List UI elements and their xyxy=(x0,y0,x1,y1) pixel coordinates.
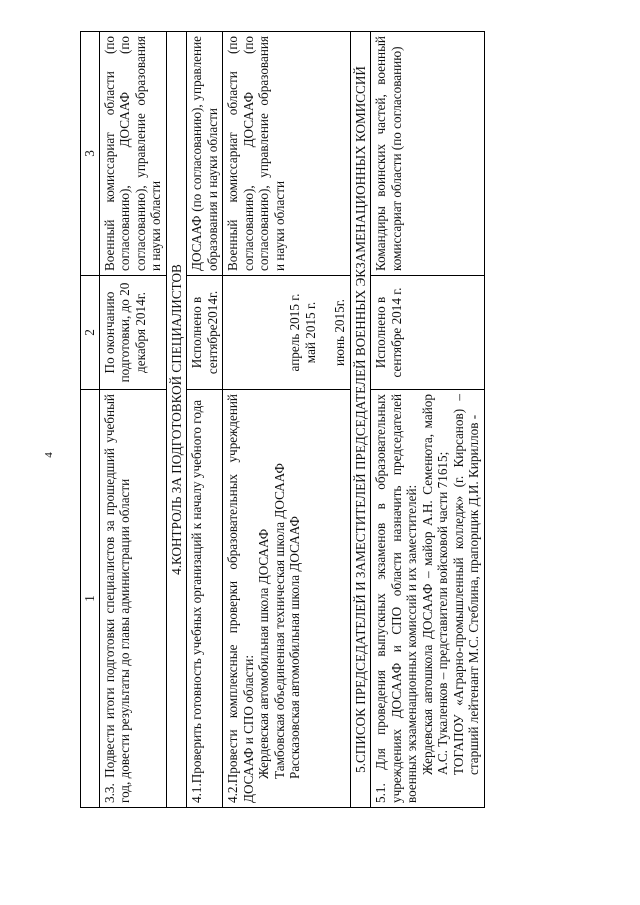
task-intro: 4.2.Провести комплексные проверки образовательных учреждений ДОСААФ и СПО области: xyxy=(225,394,256,803)
task-cell xyxy=(371,390,485,808)
table-header-row xyxy=(81,32,100,808)
school-item: Жердевская автомобильная школа ДОСААФ xyxy=(256,528,271,779)
section-heading-row xyxy=(166,32,187,808)
page-number: 4 xyxy=(42,452,55,458)
table-row xyxy=(187,32,223,808)
responsible-cell: ДОСААФ (по согласованию), управление образования и науки области xyxy=(187,32,223,276)
date-item: июнь 2015г. xyxy=(332,299,347,366)
school-item: Рассказовская автомобильная школа ДОСААФ xyxy=(287,516,302,779)
section-heading-row xyxy=(350,32,371,808)
task-cell: 3.3. Подвести итоги подготовки специалистов за прошедший учебный год, довести результаты до главы администрации области xyxy=(99,390,166,808)
deadline-cell: Исполнено в сентябре2014г. xyxy=(187,276,223,390)
table-container xyxy=(80,32,620,808)
task-cell xyxy=(223,390,351,808)
date-item: апрель 2015 г. xyxy=(287,293,302,372)
table-row xyxy=(371,32,485,808)
commission-item: Жердевская автошкола ДОСААФ – майор А.Н. Семенюта, майор А.С. Тукаленков – представители войсковой части 71615; xyxy=(419,394,450,775)
header-col-2: 2 xyxy=(81,276,100,390)
responsible-cell: Военный комиссариат области (по согласованию), ДОСААФ (по согласованию), управление образования и науки области xyxy=(223,32,351,276)
commission-item: ТОГАПОУ «Аграрно-промышленный колледж» (г. Кирсанов) – старший лейтенант М.С. Стеблина, прапорщик Д.И. Кириллов - xyxy=(450,394,481,775)
plan-table xyxy=(80,31,485,808)
school-item: Тамбовская объединенная техническая школа ДОСААФ xyxy=(271,463,287,779)
table-row xyxy=(99,32,166,808)
task-intro: 5.1. Для проведения выпускных экзаменов в образовательных учреждениях ДОСААФ и СПО области назначить председателей военных экзаменационных комиссий и их заместителей: xyxy=(373,394,419,803)
header-col-3: 3 xyxy=(81,32,100,276)
header-col-1: 1 xyxy=(81,390,100,808)
deadline-cell: По окончанию подготовки, до 20 декабря 2014г. xyxy=(99,276,166,390)
section-4-title: 4.КОНТРОЛЬ ЗА ПОДГОТОВКОЙ СПЕЦИАЛИСТОВ xyxy=(166,32,187,808)
task-cell: 4.1.Проверить готовность учебных организаций к началу учебного года xyxy=(187,390,223,808)
section-5-title: 5.СПИСОК ПРЕДСЕДАТЕЛЕЙ И ЗАМЕСТИТЕЛЕЙ ПРЕДСЕДАТЕЛЕЙ ВОЕННЫХ ЭКЗАМЕНАЦИОННЫХ КОМИССИЙ xyxy=(350,32,371,808)
deadline-cell: Исполнено в сентябре 2014 г. xyxy=(371,276,485,390)
responsible-cell: Командиры воинских частей, военный комиссариат области (по согласованию) xyxy=(371,32,485,276)
deadline-cell xyxy=(223,276,351,390)
rotated-document xyxy=(80,32,620,808)
table-row xyxy=(223,32,351,808)
responsible-cell: Военный комиссариат области (по согласованию), ДОСААФ (по согласованию), управление образования и науки области xyxy=(99,32,166,276)
date-item: май 2015 г. xyxy=(302,301,318,364)
